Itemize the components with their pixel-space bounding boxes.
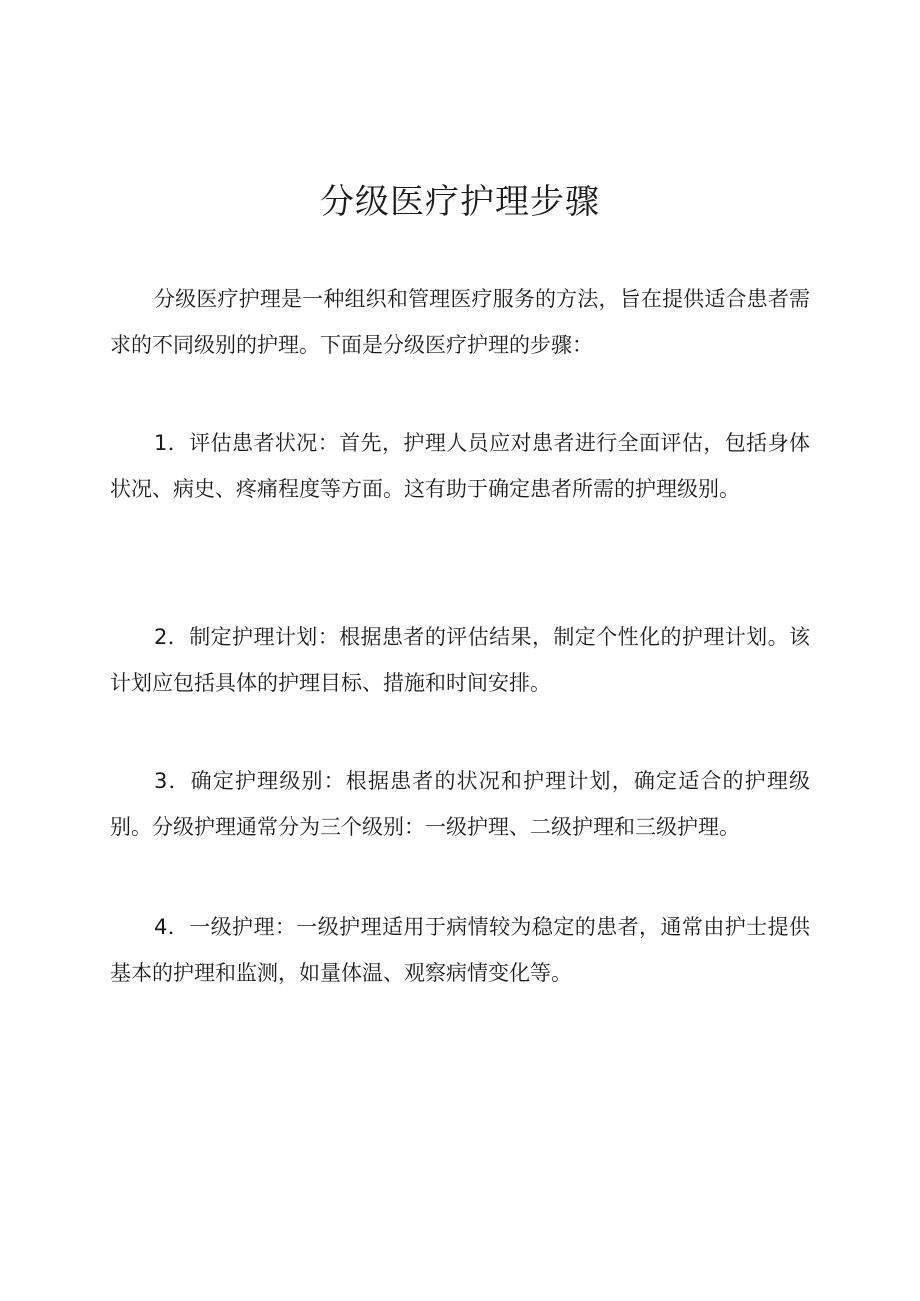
step-2-paragraph: 2．制定护理计划：根据患者的评估结果，制定个性化的护理计划。该计划应包括具体的护理目标、措施和时间安排。 bbox=[110, 625, 810, 695]
step-4-paragraph: 4．一级护理：一级护理适用于病情较为稳定的患者，通常由护士提供基本的护理和监测，如量体温、观察病情变化等。 bbox=[110, 915, 810, 985]
step-1-paragraph: 1．评估患者状况：首先，护理人员应对患者进行全面评估，包括身体状况、病史、疼痛程度等方面。这有助于确定患者所需的护理级别。 bbox=[110, 431, 810, 501]
document-title: 分级医疗护理步骤 bbox=[320, 182, 600, 222]
step-3-paragraph: 3．确定护理级别：根据患者的状况和护理计划，确定适合的护理级别。分级护理通常分为三个级别：一级护理、二级护理和三级护理。 bbox=[110, 769, 810, 839]
intro-paragraph: 分级医疗护理是一种组织和管理医疗服务的方法，旨在提供适合患者需求的不同级别的护理。下面是分级医疗护理的步骤： bbox=[110, 287, 810, 357]
